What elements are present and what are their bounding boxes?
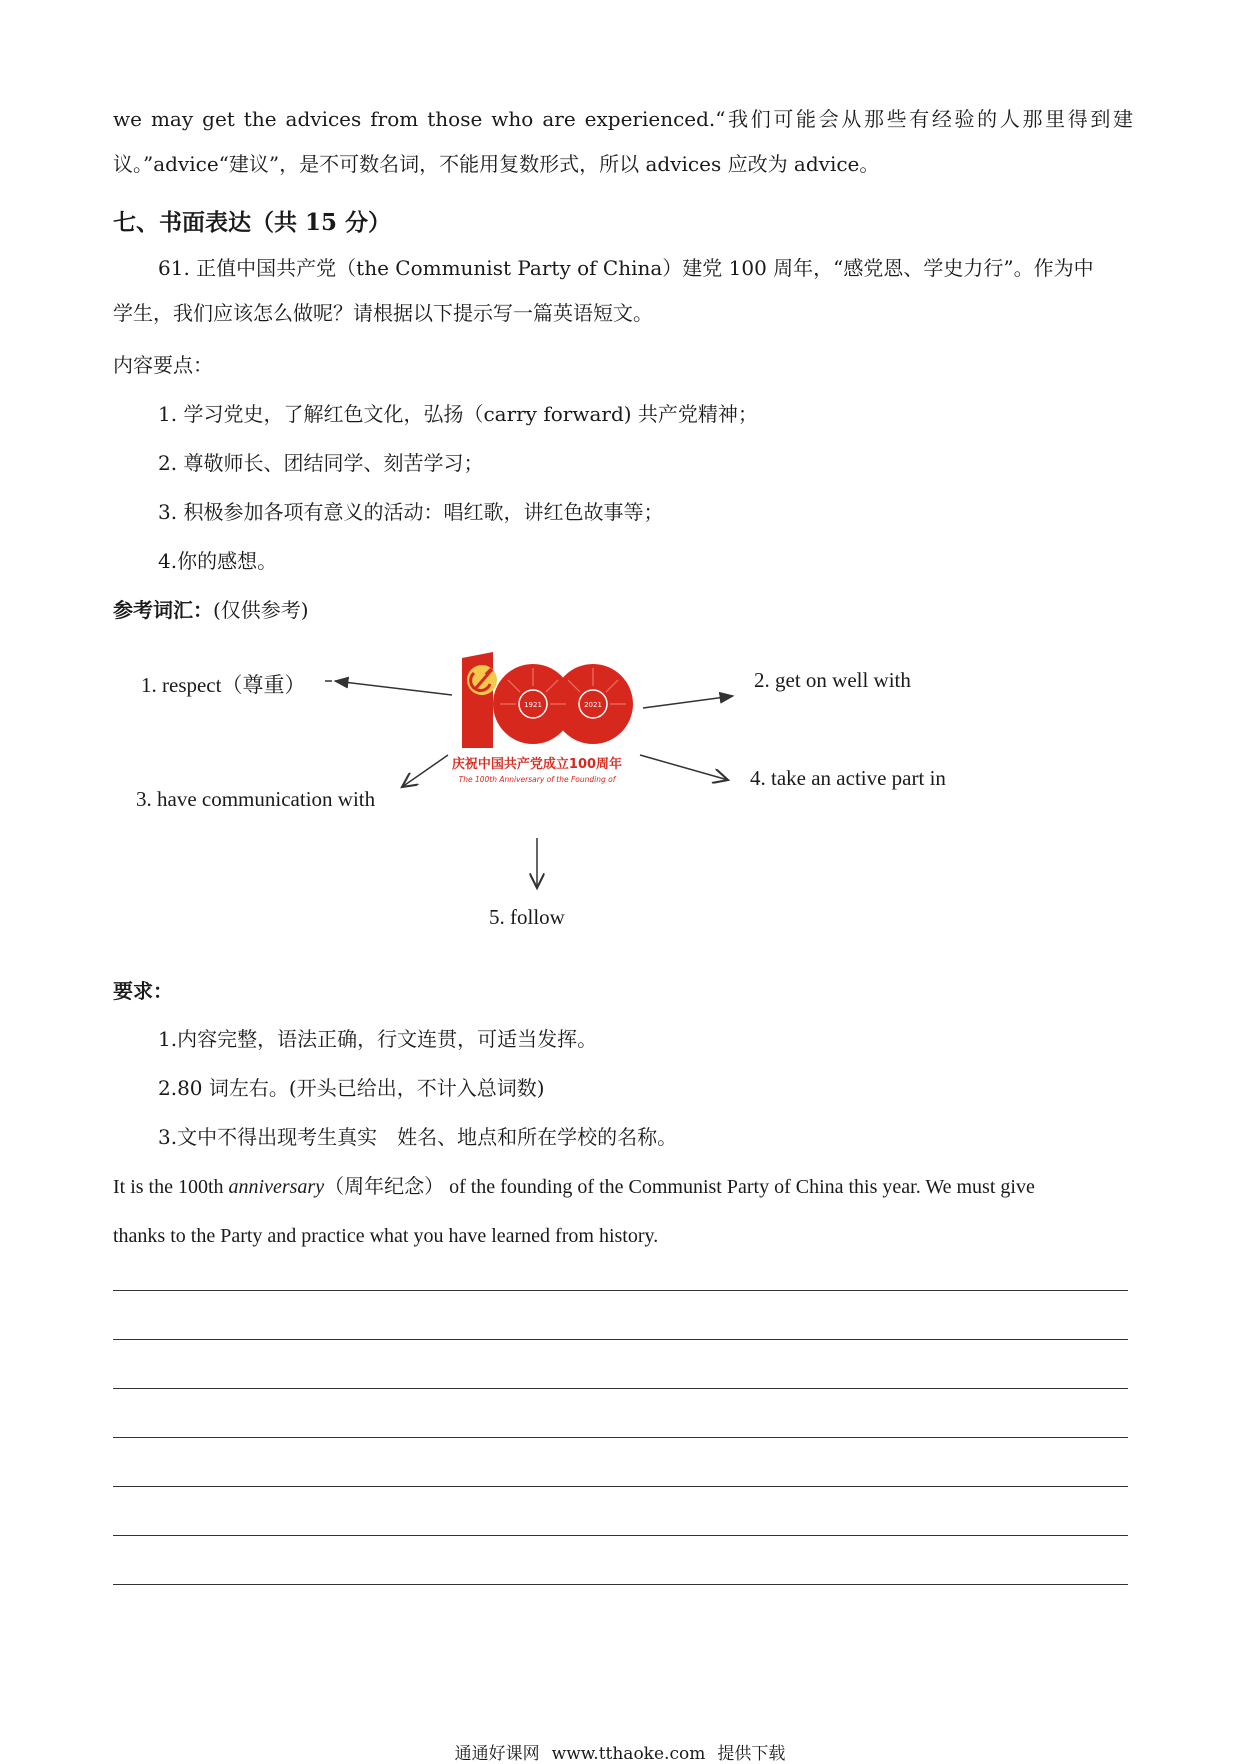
writing-line[interactable] <box>113 1339 1128 1340</box>
point-1: 1. 学习党史，了解红色文化，弘扬（carry forward) 共产党精神； <box>158 402 758 426</box>
vocab-heading-row <box>113 598 1133 622</box>
logo-caption-en: The 100th Anniversary of the Founding of <box>458 775 616 784</box>
point-3: 3. 积极参加各项有意义的活动：唱红歌，讲红色故事等； <box>158 500 664 524</box>
logo-year-2: 2021 <box>584 701 602 709</box>
hammer-sickle-icon <box>467 665 497 695</box>
requirement-3: 3.文中不得出现考生真实 姓名、地点和所在学校的名称。 <box>158 1125 678 1149</box>
intro-line-1: we may get the advices from those who are experienced.“我们可能会从那些有经验的人那里得到建 <box>113 107 1133 131</box>
footer-url[interactable]: www.tthaoke.com <box>551 1744 706 1764</box>
question-line-1: 61. 正值中国共产党（the Communist Party of China）建党 100 周年，“感党恩、学史力行”。作为中 <box>158 256 1094 280</box>
opening-italic-word: anniversary <box>228 1176 325 1198</box>
intro-line-2: 议。”advice“建议”，是不可数名词，不能用复数形式，所以 advices 应改为 advice。 <box>113 152 880 176</box>
label-communicate: 3. have communication with <box>136 787 376 811</box>
question-line-2: 学生，我们应该怎么做呢？请根据以下提示写一篇英语短文。 <box>113 301 653 325</box>
point-2: 2. 尊敬师长、团结同学、刻苦学习； <box>158 451 484 475</box>
section-title: 七、书面表达（共 15 分） <box>113 209 392 236</box>
writing-line[interactable] <box>113 1584 1128 1585</box>
points-heading: 内容要点： <box>113 353 213 377</box>
writing-line[interactable] <box>113 1486 1128 1487</box>
label-respect: 1. respect（尊重） <box>141 673 306 697</box>
footer-suffix: 提供下载 <box>717 1744 786 1764</box>
writing-line[interactable] <box>113 1535 1128 1536</box>
vocab-note: (仅供参考) <box>213 598 309 622</box>
requirements-heading: 要求： <box>113 979 173 1003</box>
page-footer <box>0 1744 1240 1764</box>
opening-part-2: （周年纪念） of the founding of the Communist Party of China this year. We must give <box>324 1176 1035 1198</box>
logo-year-1: 1921 <box>524 701 542 709</box>
arrow-respect <box>335 681 452 695</box>
arrow-communicate <box>402 755 448 787</box>
vocab-heading: 参考词汇： <box>113 598 213 622</box>
footer-site-name: 通通好课网 <box>454 1744 540 1764</box>
logo-caption-cn: 庆祝中国共产党成立100周年 <box>451 757 623 772</box>
arrow-take-part <box>640 755 728 780</box>
writing-line[interactable] <box>113 1437 1128 1438</box>
label-get-on: 2. get on well with <box>754 668 911 692</box>
point-4: 4.你的感想。 <box>158 549 278 573</box>
opening-line-1 <box>113 1175 1133 1199</box>
party-centenary-logo <box>452 652 633 784</box>
label-take-part: 4. take an active part in <box>750 766 946 790</box>
vocab-diagram <box>0 640 1240 950</box>
requirement-1: 1.内容完整，语法正确，行文连贯，可适当发挥。 <box>158 1027 598 1051</box>
opening-line-2: thanks to the Party and practice what you have learned from history. <box>113 1225 659 1247</box>
arrow-get-on <box>643 696 733 708</box>
opening-part-1: It is the 100th <box>113 1176 229 1198</box>
label-follow: 5. follow <box>489 905 565 929</box>
requirement-2: 2.80 词左右。(开头已给出，不计入总词数) <box>158 1076 545 1100</box>
writing-line[interactable] <box>113 1388 1128 1389</box>
writing-line[interactable] <box>113 1290 1128 1291</box>
